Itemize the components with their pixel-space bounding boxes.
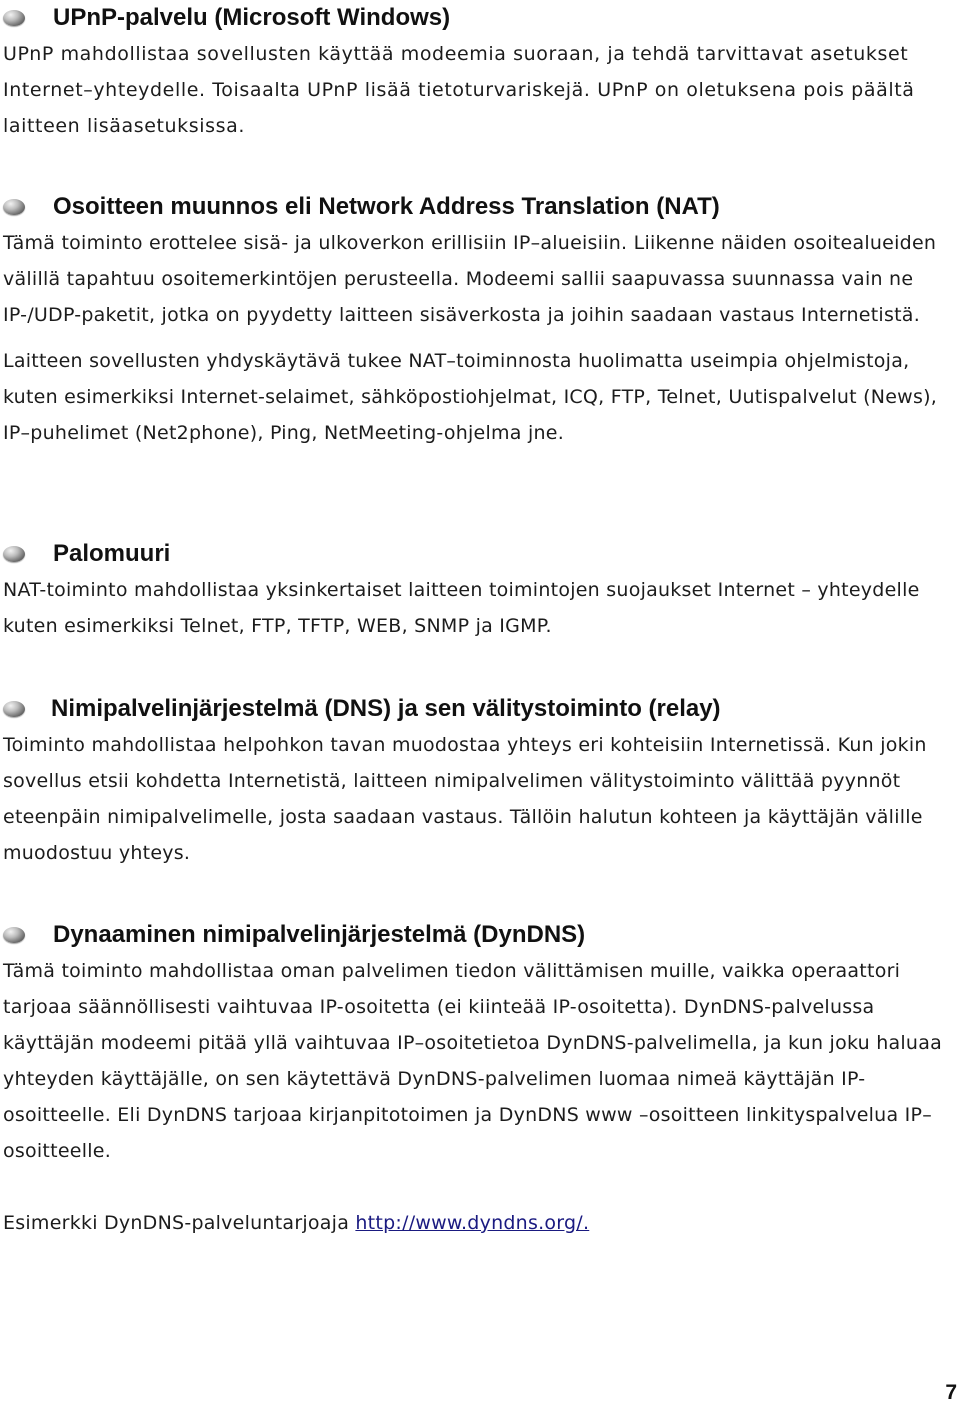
section-upnp — [3, 0, 954, 144]
section-dyndns — [3, 917, 954, 1241]
paragraph: UPnP mahdollistaa sovellusten käyttää modeemia suoraan, ja tehdä tarvittavat asetukset Internet–yhteydelle. Toisaalta UPnP lisää tietoturvariskejä. UPnP on oletuksena pois päältä laitteen lisäasetuksissa. — [3, 43, 915, 137]
section-heading — [3, 917, 954, 953]
paragraph: Toiminto mahdollistaa helpohkon tavan muodostaa yhteys eri kohteisiin Internetissä. Kun jokin sovellus etsii kohdetta Internetistä, laitteen nimipalvelimen välitystoiminto välittää pyynnöt eteenpäin nimipalvelimelle, josta saadaan vastaus. Tällöin halutun kohteen ja käyttäjän välille muodostuu yhteys. — [3, 734, 927, 864]
bullet-icon — [3, 10, 25, 26]
section-heading — [3, 691, 954, 727]
section-dns — [3, 691, 954, 871]
section-firewall — [3, 536, 954, 644]
heading-text: UPnP-palvelu (Microsoft Windows) — [53, 4, 451, 31]
example-prefix: Esimerkki DynDNS-palveluntarjoaja — [3, 1212, 356, 1234]
section-heading — [3, 0, 954, 36]
paragraph: Laitteen sovellusten yhdyskäytävä tukee NAT–toiminnosta huolimatta useimpia ohjelmistoja, kuten esimerkiksi Internet-selaimet, sähköpostiohjelmat, ICQ, FTP, Telnet, Uutispalvelut (News), IP–puhelimet (Net2phone), Ping, NetMeeting-ohjelma jne. — [3, 350, 938, 444]
bullet-icon — [3, 927, 25, 943]
bullet-icon — [3, 199, 25, 215]
section-heading — [3, 536, 954, 572]
heading-text: Dynaaminen nimipalvelinjärjestelmä (DynDNS) — [53, 921, 586, 948]
paragraph: NAT-toiminto mahdollistaa yksinkertaiset laitteen toimintojen suojaukset Internet – yhteydelle kuten esimerkiksi Telnet, FTP, TFTP, WEB, SNMP ja IGMP. — [3, 579, 920, 637]
bullet-icon — [3, 701, 25, 717]
bullet-icon — [3, 546, 25, 562]
page-number: 7 — [945, 1381, 957, 1404]
paragraph: Tämä toiminto erottelee sisä- ja ulkoverkon erillisiin IP–alueisiin. Liikenne näiden osoitealueiden välillä tapahtuu osoitemerkintöjen perusteella. Modeemi sallii saapuvassa suunnassa vain ne IP-/UDP-paketit, jotka on pyydetty laitteen sisäverkosta ja joihin saadaan vastaus Internetistä. — [3, 232, 937, 326]
heading-text: Osoitteen muunnos eli Network Address Translation (NAT) — [53, 193, 720, 220]
section-nat — [3, 189, 954, 451]
dyndns-link[interactable]: http://www.dyndns.org/. — [355, 1212, 590, 1234]
heading-text: Palomuuri — [53, 540, 171, 567]
heading-text: Nimipalvelinjärjestelmä (DNS) ja sen välitystoiminto (relay) — [51, 695, 721, 722]
section-heading — [3, 189, 954, 225]
paragraph: Tämä toiminto mahdollistaa oman palvelimen tiedon välittämisen muille, vaikka operaattori tarjoaa säännöllisesti vaihtuvaa IP-osoitetta (ei kiinteää IP-osoitetta). DynDNS-palvelussa käyttäjän modeemi pitää yllä vaihtuvaa IP–osoitetietoa DynDNS-palvelimella, ja kun joku haluaa yhteyden käyttäjälle, on sen käytettävä DynDNS-palvelimen luomaa nimeä käyttäjän IP-osoitteelle. Eli DynDNS tarjoaa kirjanpitotoimen ja DynDNS www –osoitteen linkityspalvelua IP–osoitteelle. — [3, 960, 942, 1162]
example-line — [3, 1205, 954, 1241]
